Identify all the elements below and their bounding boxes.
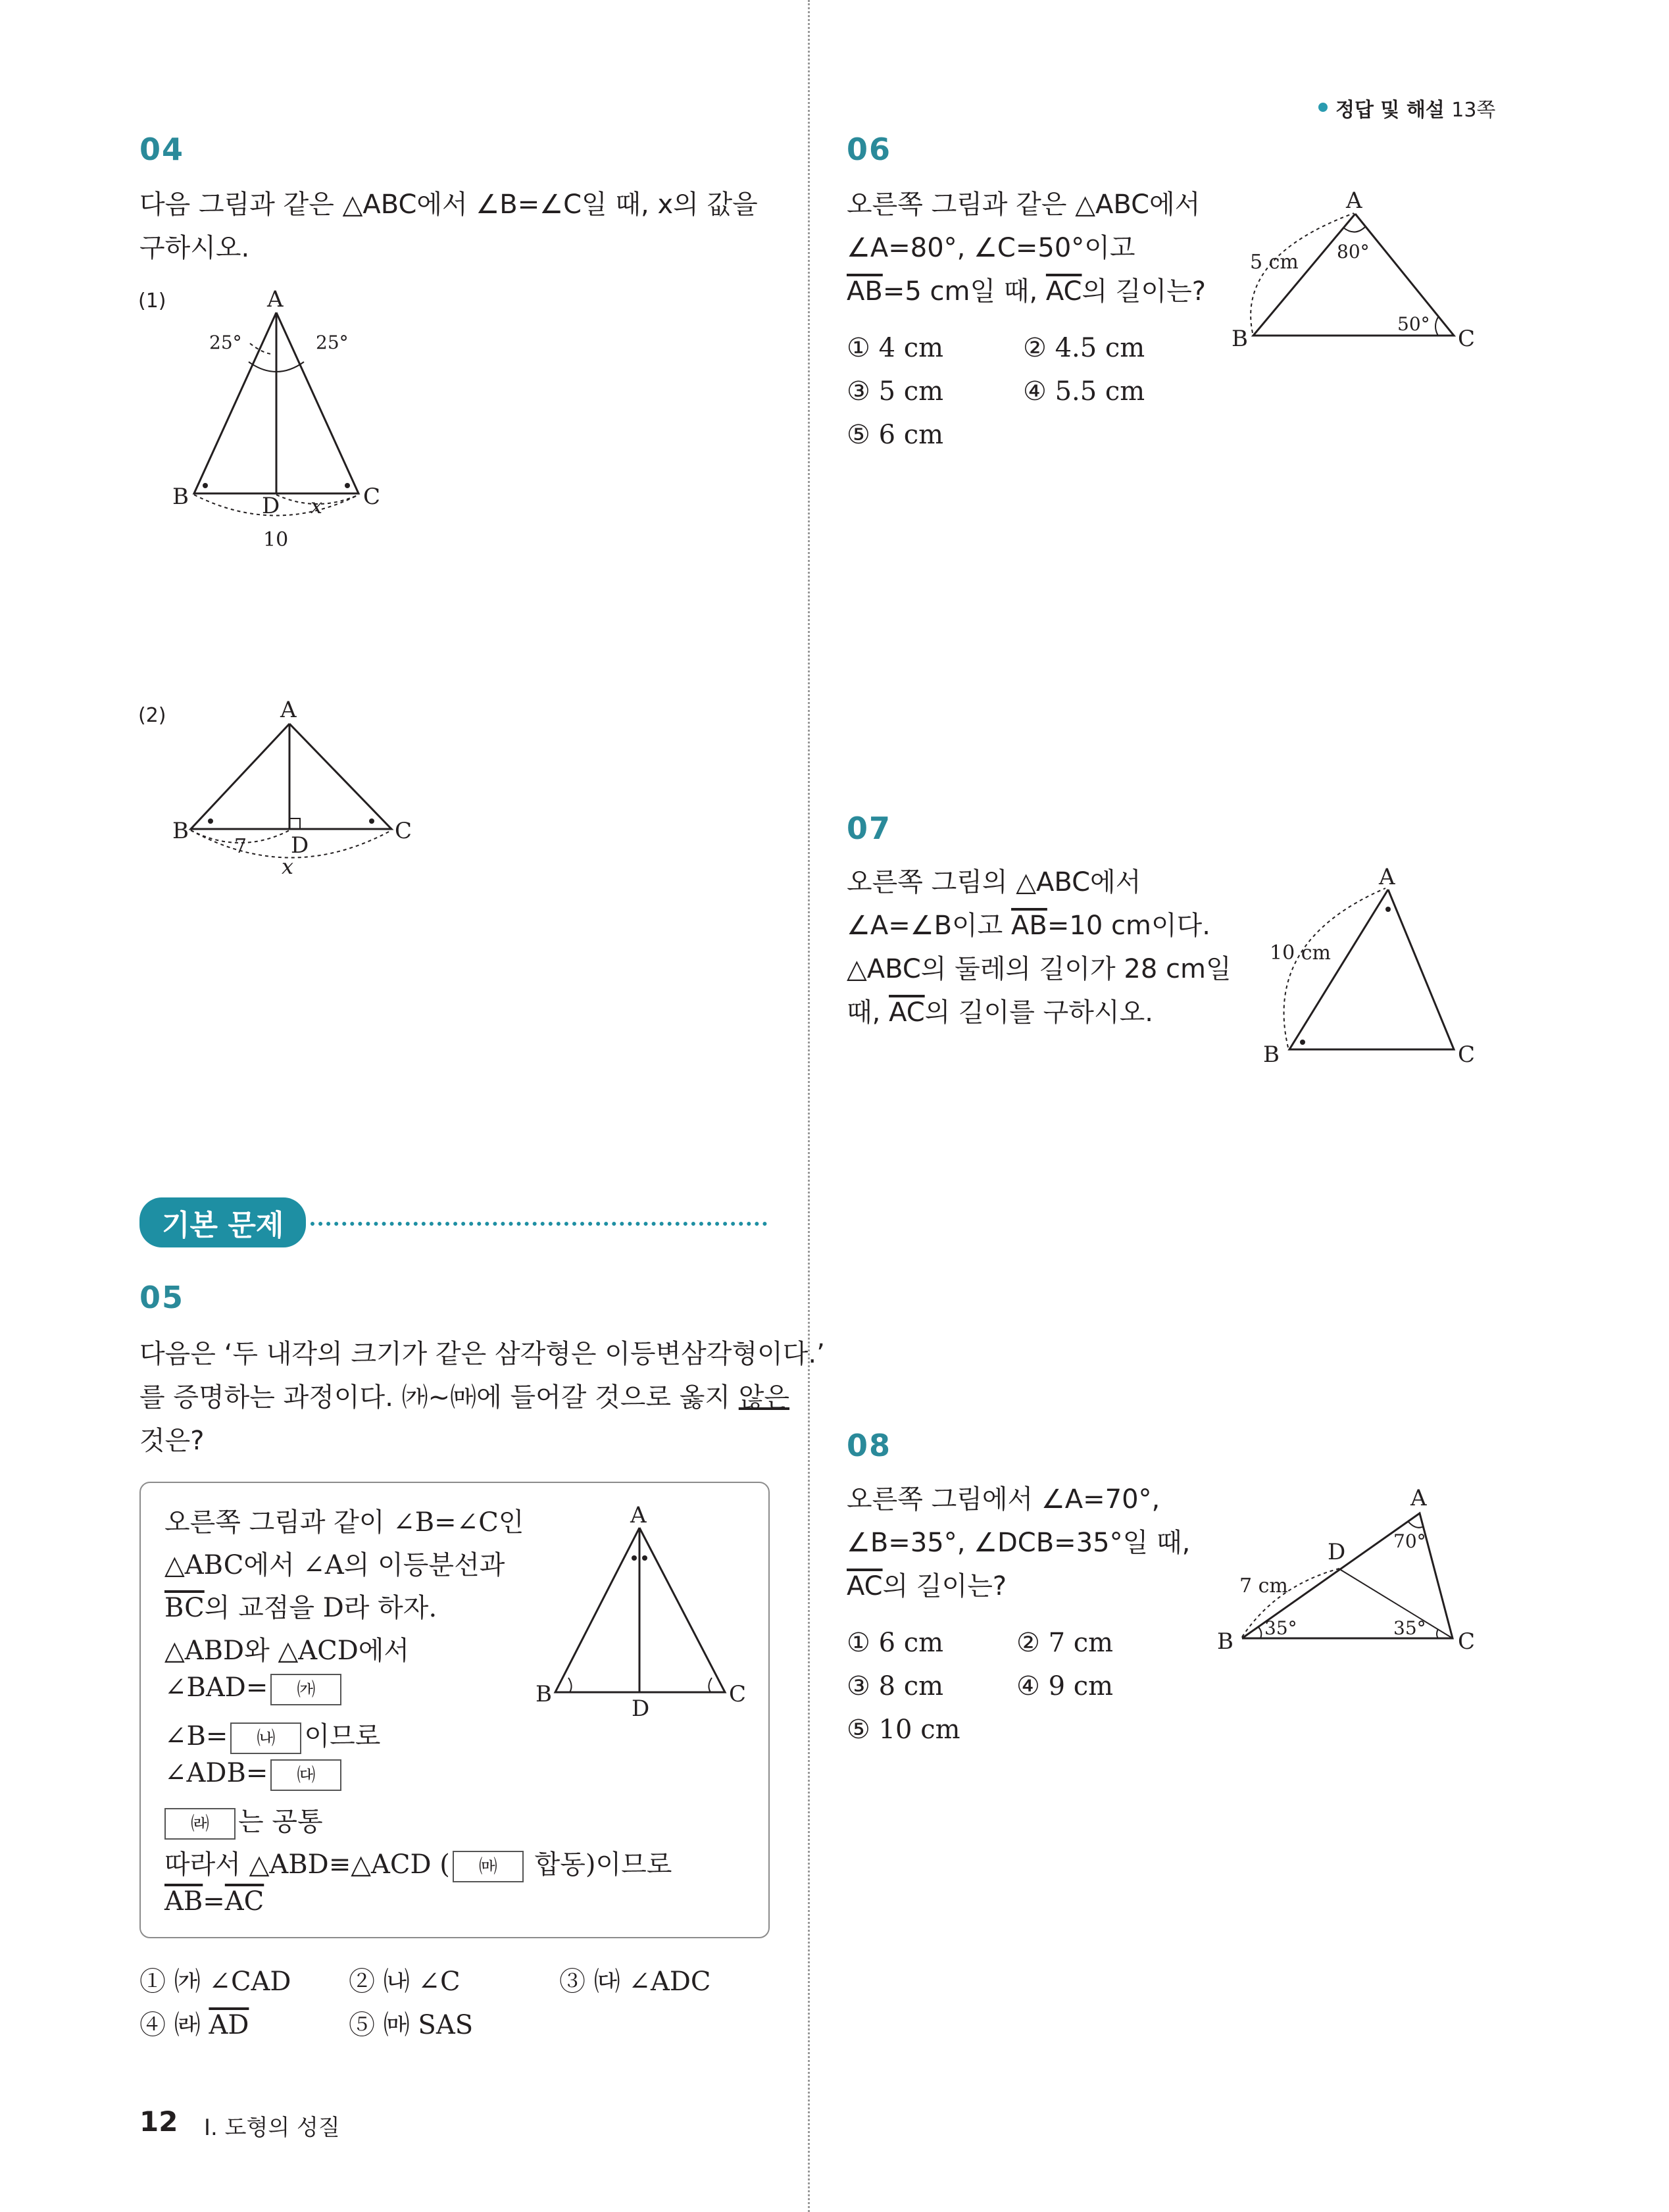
q05-emphasis: 않은 <box>738 1382 790 1413</box>
q08-choice-1[interactable]: ① 6 cm <box>847 1628 944 1658</box>
q06-line3 <box>847 270 1206 313</box>
q07-line4-post: 의 길이를 구하시오. <box>924 997 1153 1028</box>
q05-choice-5[interactable]: ⑤ ㈒ SAS <box>349 2010 474 2040</box>
q04-1-x: x <box>311 493 323 518</box>
q05-line2 <box>139 1376 789 1419</box>
q05-figure <box>526 1501 750 1725</box>
q04-line1: 다음 그림과 같은 △ABC에서 ∠B=∠C일 때, x의 값을 <box>139 189 758 220</box>
proof-l7-pre: ∠ADB= <box>164 1758 268 1788</box>
q08-seg-ac: $\overline{AC}$ <box>847 1571 883 1601</box>
proof-l8-post: 는 공통 <box>238 1807 323 1837</box>
q04-figure1 <box>164 283 401 553</box>
q05-line2a: 를 증명하는 과정이다. ㈎∼㈒에 들어갈 것으로 옳지 <box>139 1382 739 1413</box>
proof-l6-pre: ∠B= <box>164 1721 228 1751</box>
q07-line3: △ABC의 둘레의 길이가 28 cm일 <box>847 954 1232 984</box>
q08-fig-angB: 35° <box>1264 1617 1297 1639</box>
proof-l2: △ABC에서 ∠A의 이등분선과 <box>164 1550 505 1580</box>
q06-choice-5[interactable]: ⑤ 6 cm <box>847 420 944 450</box>
q07-number: 07 <box>847 811 892 846</box>
q05-number: 05 <box>139 1280 185 1315</box>
q06-fig-C: C <box>1458 326 1476 352</box>
q04-1-C: C <box>363 484 381 510</box>
chapter-title: I. 도형의 성질 <box>204 2115 340 2141</box>
q06-line3-mid: =5 cm일 때, <box>882 276 1046 307</box>
q04-1-D: D <box>262 493 280 519</box>
q07-figure <box>1250 862 1487 1072</box>
q06-fig-A: A <box>1346 188 1362 214</box>
proof-l3-seg: $\overline{BC}$ <box>164 1593 205 1623</box>
answer-ref-page: 13쪽 <box>1451 99 1496 122</box>
page-number: 12 <box>139 2105 178 2138</box>
q08-line2: ∠B=35°, ∠DCB=35°일 때, <box>847 1528 1191 1558</box>
q04-line2: 구하시오. <box>139 233 250 263</box>
q06-fig-angA: 80° <box>1337 241 1370 263</box>
header-bullet-icon <box>1318 103 1328 112</box>
proof-l10-ab: $\overline{AB}$ <box>164 1886 203 1917</box>
proof-l3-rest: 의 교점을 D라 하자. <box>204 1593 437 1623</box>
q05-fig-C: C <box>729 1681 747 1707</box>
q07-line4-pre: 때, <box>847 997 889 1028</box>
blank-ga: ㈎ <box>270 1674 341 1705</box>
blank-ma: ㈒ <box>453 1851 524 1882</box>
q06-line2: ∠A=80°, ∠C=50°이고 <box>847 233 1135 263</box>
proof-l5-pre: ∠BAD= <box>164 1672 268 1703</box>
q08-line3 <box>847 1565 1007 1608</box>
q06-figure <box>1224 184 1487 362</box>
q07-fig-C: C <box>1458 1042 1476 1068</box>
proof-l10 <box>164 1886 264 1917</box>
blank-ra: ㈑ <box>164 1808 236 1840</box>
q05-line3: 것은? <box>139 1426 205 1456</box>
q08-fig-C: C <box>1458 1628 1476 1655</box>
q04-1-angle-left: 25° <box>209 332 242 353</box>
q04-part1-label: (1) <box>138 289 166 313</box>
q08-fig-angC: 35° <box>1393 1617 1426 1639</box>
proof-l9-post: 합동)이므로 <box>526 1849 672 1880</box>
q07-seg-ab: $\overline{AB}$ <box>1011 911 1047 941</box>
q06-fig-side: 5 cm <box>1250 251 1299 274</box>
q08-choice-4[interactable]: ④ 9 cm <box>1016 1671 1114 1701</box>
q06-choice-4[interactable]: ④ 5.5 cm <box>1023 376 1145 407</box>
proof-l9 <box>164 1844 672 1882</box>
section-dotted-rule <box>311 1222 767 1226</box>
q08-fig-side: 7 cm <box>1239 1574 1288 1597</box>
q07-fig-B: B <box>1263 1042 1280 1068</box>
column-divider <box>808 0 810 2212</box>
q05-choice-3[interactable]: ③ ㈐ ∠ADC <box>559 1967 711 1997</box>
q05-choice-2[interactable]: ② ㈏ ∠C <box>349 1967 461 1997</box>
q08-choice-2[interactable]: ② 7 cm <box>1016 1628 1114 1658</box>
q07-fig-A: A <box>1379 864 1395 890</box>
q07-line2-post: =10 cm이다. <box>1047 911 1210 941</box>
q04-number: 04 <box>139 132 185 167</box>
proof-l9-pre: 따라서 △ABD≡△ACD ( <box>164 1849 450 1880</box>
q05-choice-4[interactable] <box>139 2004 249 2042</box>
q06-number: 06 <box>847 132 892 167</box>
answer-ref-label: 정답 및 해설 <box>1335 99 1445 122</box>
q05-fig-D: D <box>632 1696 650 1722</box>
q04-part2-label: (2) <box>138 704 166 727</box>
q06-line1: 오른쪽 그림과 같은 △ABC에서 <box>847 189 1201 220</box>
q08-line1: 오른쪽 그림에서 ∠A=70°, <box>847 1484 1160 1515</box>
q05-choice-4-pre: ④ ㈑ <box>139 2010 209 2040</box>
q04-figure2 <box>164 697 428 882</box>
answer-ref <box>1335 93 1495 122</box>
q06-fig-angC: 50° <box>1397 313 1430 335</box>
blank-na: ㈏ <box>230 1722 301 1754</box>
proof-l1: 오른쪽 그림과 같이 ∠B=∠C인 <box>164 1507 524 1538</box>
q06-fig-B: B <box>1232 326 1248 352</box>
blank-da: ㈐ <box>270 1759 341 1791</box>
q05-choice-1[interactable]: ① ㈎ ∠CAD <box>139 1967 291 1997</box>
q05-line1: 다음은 ‘두 내각의 크기가 같은 삼각형은 이등변삼각형이다.’ <box>139 1339 825 1369</box>
q04-1-B: B <box>172 484 189 510</box>
q08-fig-B: B <box>1217 1628 1233 1655</box>
q08-fig-A: A <box>1410 1485 1427 1511</box>
q07-line1: 오른쪽 그림의 △ABC에서 <box>847 867 1141 897</box>
q06-line3-end: 의 길이는? <box>1082 276 1206 307</box>
q08-choice-5[interactable]: ⑤ 10 cm <box>847 1715 960 1745</box>
q08-figure <box>1210 1474 1487 1658</box>
proof-l6-post: 이므로 <box>304 1721 381 1751</box>
q07-seg-ac: $\overline{AC}$ <box>889 997 925 1028</box>
q06-choice-1[interactable]: ① 4 cm <box>847 333 944 363</box>
q04-2-x: x <box>282 854 294 879</box>
q04-2-seg: 7 <box>234 835 247 858</box>
q08-choice-3[interactable]: ③ 8 cm <box>847 1671 944 1701</box>
q07-line2-pre: ∠A=∠B이고 <box>847 911 1012 941</box>
q05-choice-4-seg: $\overline{AD}$ <box>209 2010 249 2040</box>
q08-fig-D: D <box>1328 1539 1346 1565</box>
q07-fig-side: 10 cm <box>1270 942 1331 965</box>
q04-1-A: A <box>267 286 284 313</box>
q04-2-C: C <box>395 818 412 844</box>
section-basic-problems: 기본 문제 <box>139 1197 306 1247</box>
q05-fig-A: A <box>630 1502 647 1528</box>
proof-l6 <box>164 1715 380 1754</box>
q06-seg-ac: $\overline{AC}$ <box>1045 276 1082 307</box>
proof-l7 <box>164 1758 344 1791</box>
q06-choice-3[interactable]: ③ 5 cm <box>847 376 944 407</box>
q06-seg-ab: $\overline{AB}$ <box>847 276 883 307</box>
proof-l8 <box>164 1801 323 1840</box>
proof-l5 <box>164 1672 344 1705</box>
proof-l10-ac: $\overline{AC}$ <box>224 1886 264 1917</box>
q07-line4 <box>847 991 1153 1034</box>
q05-fig-B: B <box>536 1681 552 1707</box>
q08-number: 08 <box>847 1428 892 1463</box>
proof-l3 <box>164 1587 437 1624</box>
proof-l10-eq: = <box>203 1886 225 1917</box>
q04-2-D: D <box>291 832 309 859</box>
q06-choice-2[interactable]: ② 4.5 cm <box>1023 333 1145 363</box>
q04-2-B: B <box>172 818 189 844</box>
q08-line3-post: 의 길이는? <box>882 1571 1007 1601</box>
q08-fig-angA: 70° <box>1393 1530 1426 1552</box>
q04-2-A: A <box>280 697 297 723</box>
proof-l4: △ABD와 △ACD에서 <box>164 1636 410 1666</box>
q07-line2 <box>847 904 1210 947</box>
q04-1-angle-right: 25° <box>316 332 349 353</box>
q04-1-base: 10 <box>263 528 289 551</box>
